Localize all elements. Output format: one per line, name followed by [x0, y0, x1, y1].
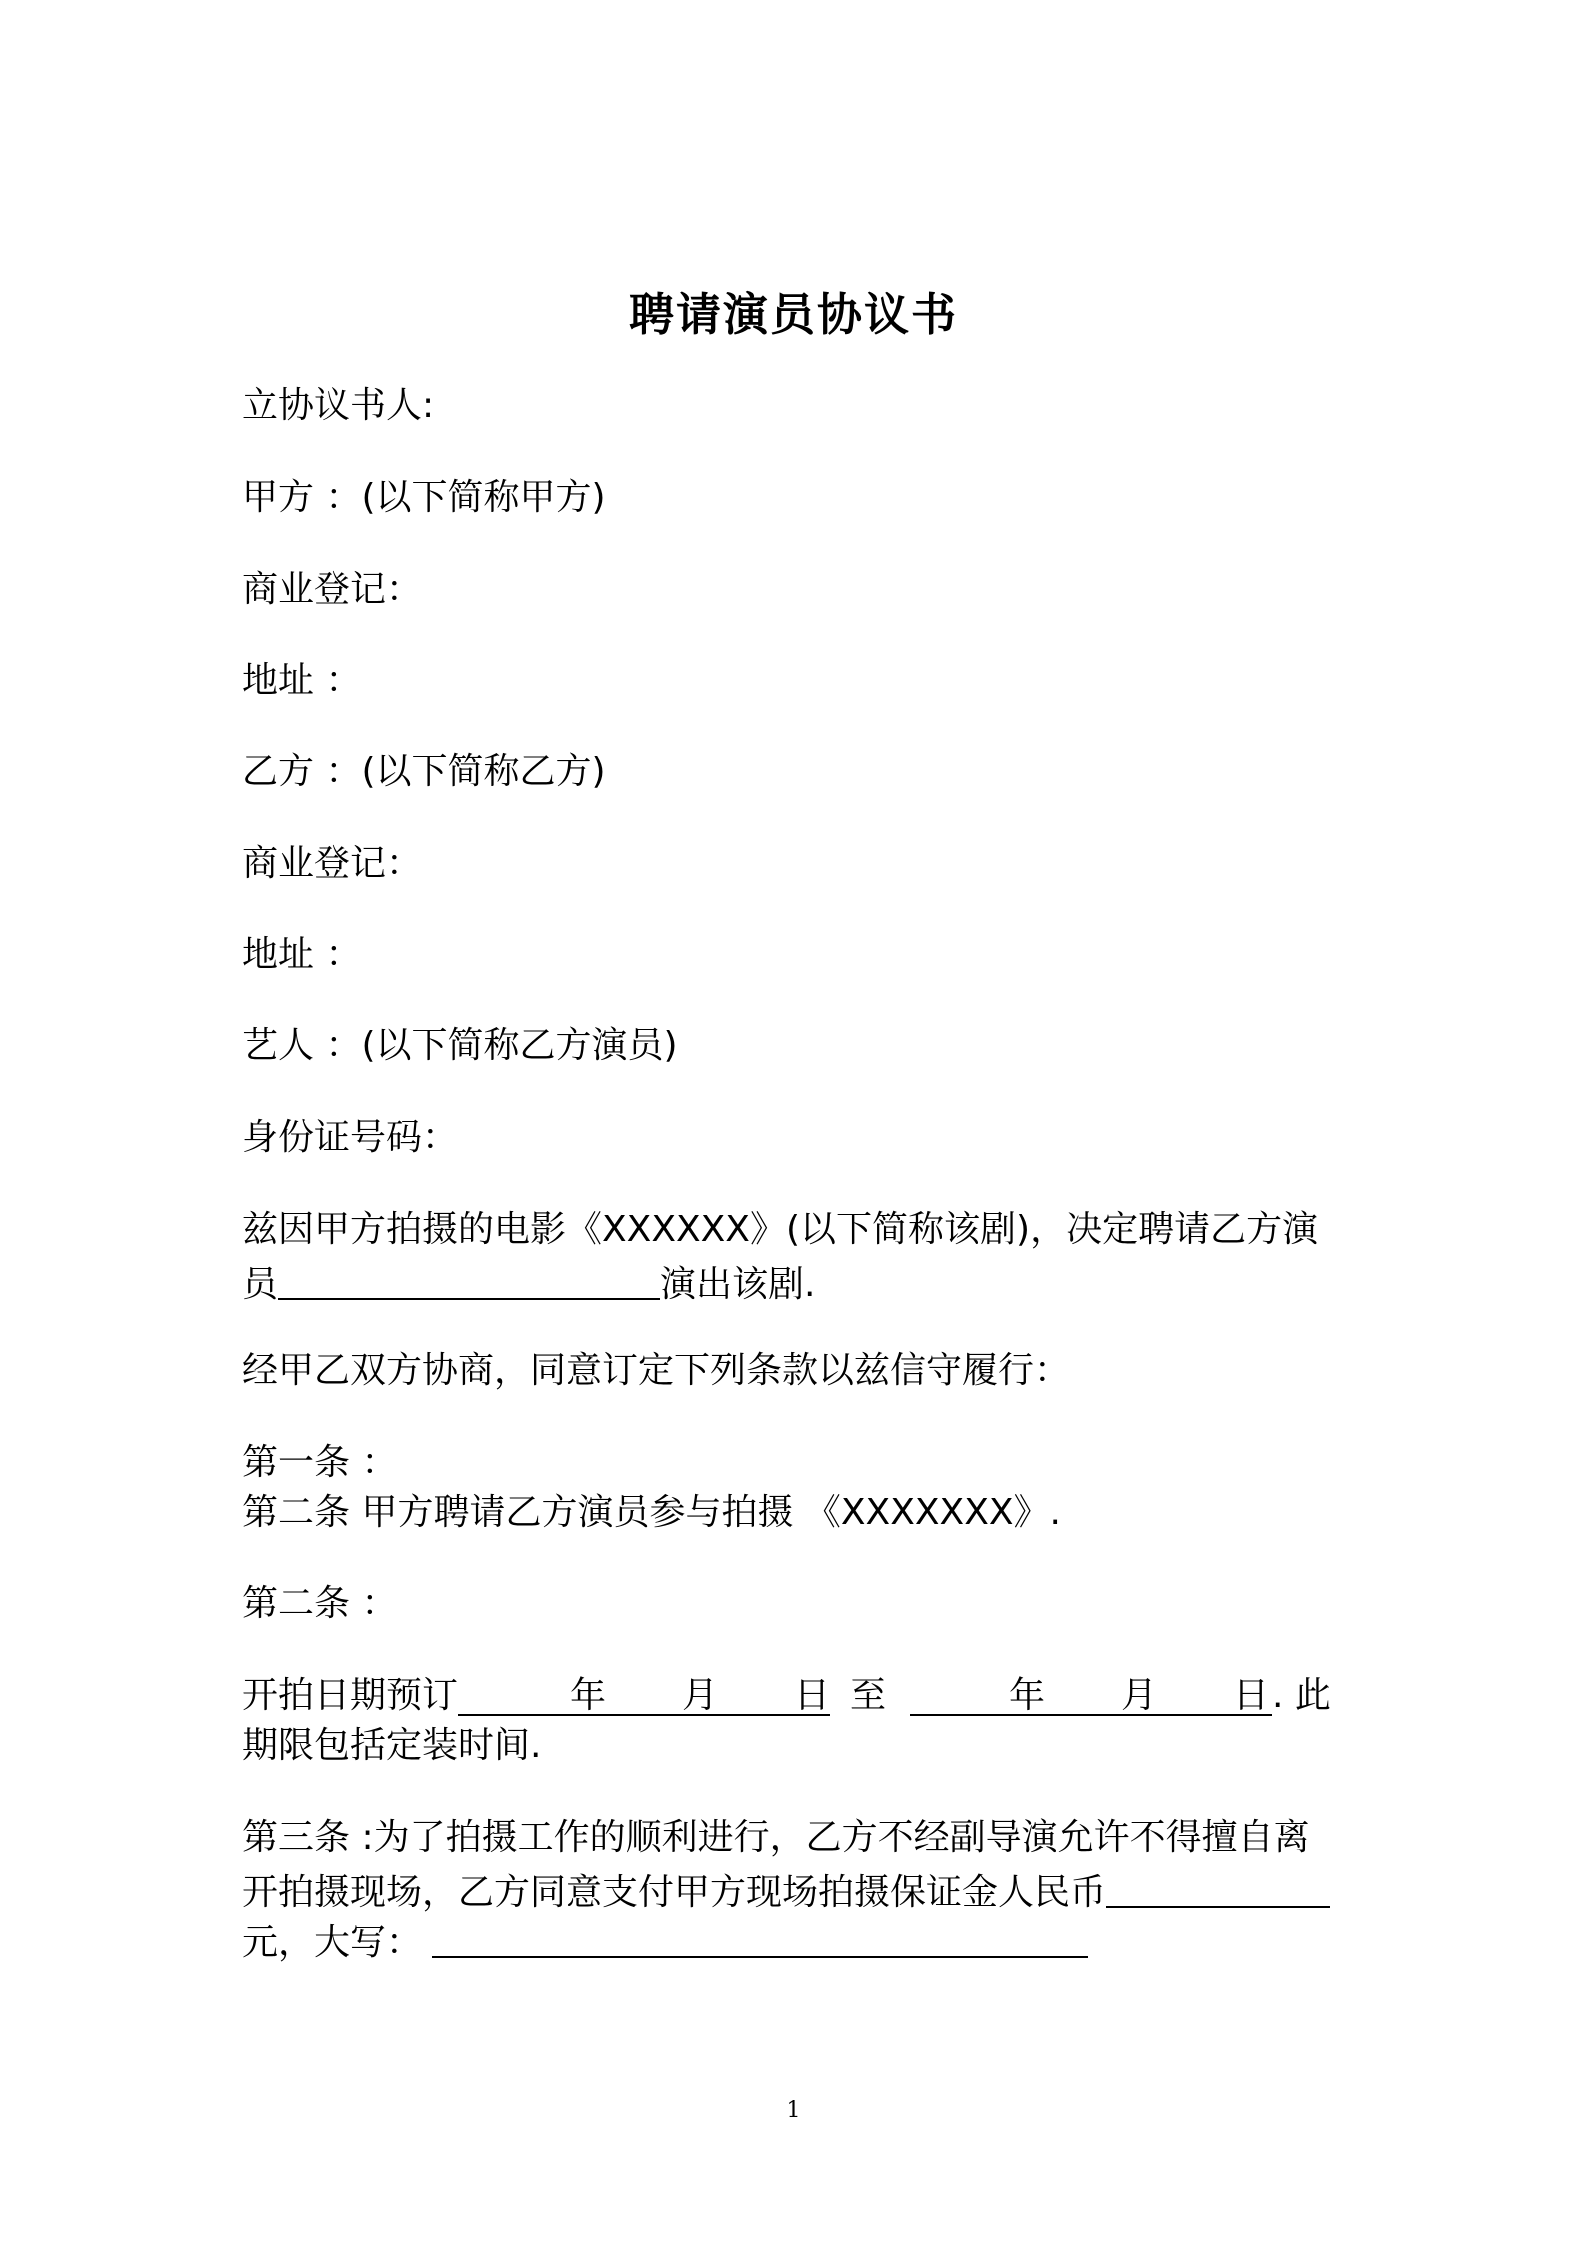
start-date-prefix: 开拍日期预订 [242, 1675, 459, 1716]
end-date-blank[interactable] [910, 1674, 1272, 1716]
end-day-unit: 日 [1233, 1675, 1270, 1716]
article-2-line-2: 期限包括定装时间. [242, 1725, 542, 1766]
date-range-suffix: . 此 [1272, 1675, 1331, 1716]
party-b-address: 地址 ： [242, 934, 362, 975]
start-day-unit: 日 [794, 1675, 831, 1716]
end-month-unit: 月 [1121, 1675, 1158, 1716]
party-a-label: 甲方 ：(以下简称甲方) [242, 477, 606, 518]
start-month-unit: 月 [682, 1675, 719, 1716]
article-3-line-2 [242, 1862, 1330, 1919]
start-year-unit: 年 [570, 1675, 607, 1716]
preamble-prefix: 员 [242, 1264, 279, 1305]
preamble-line-2 [242, 1254, 815, 1311]
article-2-line-1 [242, 1670, 1331, 1722]
artist-label: 艺人 ：(以下简称乙方演员) [242, 1025, 678, 1066]
party-b-registration: 商业登记： [242, 843, 423, 884]
party-b-label: 乙方 ：(以下简称乙方) [242, 751, 606, 792]
deposit-capital-blank[interactable] [432, 1916, 1088, 1958]
preamble-suffix: 演出该剧. [660, 1264, 816, 1305]
article-3-line-1: 第三条 :为了拍摄工作的顺利进行，乙方不经副导演允许不得擅自离 [242, 1817, 1310, 1858]
party-a-registration: 商业登记： [242, 569, 423, 610]
deposit-amount-blank[interactable] [1106, 1866, 1330, 1908]
intro-line: 立协议书人: [242, 385, 435, 426]
end-year-unit: 年 [1009, 1675, 1046, 1716]
article-1-text: 第二条 甲方聘请乙方演员参与拍摄 《XXXXXXX》. [242, 1492, 1061, 1533]
id-number-label: 身份证号码： [242, 1117, 459, 1158]
date-range-to: 至 [850, 1675, 887, 1716]
agreement-statement: 经甲乙双方协商，同意订定下列条款以兹信守履行： [242, 1350, 1071, 1391]
preamble-line-1: 兹因甲方拍摄的电影《XXXXXX》(以下简称该剧)，决定聘请乙方演 [242, 1209, 1319, 1250]
deposit-capital-label: 元，大写： [242, 1922, 423, 1963]
performer-name-blank[interactable] [278, 1258, 660, 1300]
page-number: 1 [786, 2098, 801, 2123]
deposit-text: 开拍摄现场，乙方同意支付甲方现场拍摄保证金人民币 [242, 1872, 1107, 1913]
start-date-blank[interactable] [458, 1674, 830, 1716]
article-3-line-3 [242, 1912, 1088, 1969]
party-a-address: 地址 ： [242, 660, 362, 701]
article-1-heading: 第一条 ： [242, 1442, 398, 1483]
article-2-heading: 第二条 ： [242, 1583, 398, 1624]
document-title: 聘请演员协议书 [628, 288, 958, 341]
